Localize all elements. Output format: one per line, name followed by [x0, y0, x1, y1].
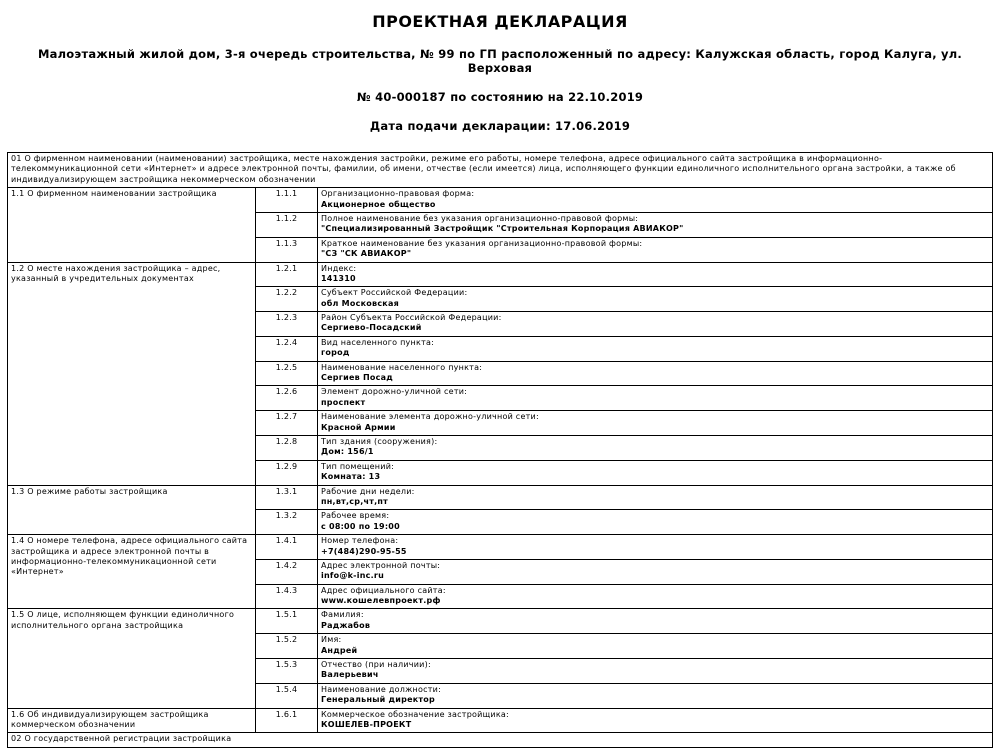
field-label: Наименование элемента дорожно-уличной сети: — [321, 412, 539, 422]
row-code: 1.2.2 — [256, 287, 318, 312]
row-code: 1.2.5 — [256, 361, 318, 386]
value-cell — [318, 535, 993, 560]
page-title: ПРОЕКТНАЯ ДЕКЛАРАЦИЯ — [372, 12, 628, 31]
field-value: Дом: 156/1 — [321, 447, 374, 457]
field-value: проспект — [321, 397, 366, 407]
row-code: 1.5.4 — [256, 683, 318, 708]
field-value: обл Московская — [321, 298, 399, 308]
value-cell — [318, 336, 993, 361]
value-cell — [318, 312, 993, 337]
section-01-header: 01 О фирменном наименовании (наименовании) застройщика, месте нахождения застройки, режиме его работы, номере телефона, адресе официального сайта застройщика в информационно-телекоммуникационной сети «Интернет» и адресе электронной почты, фамилии, об имени, отчестве (если имеется) лица, исполняющего функции единоличного исполнительного органа застройки, а также об индивидуализирующем застройщика некоммерческом обозначении — [8, 153, 993, 188]
group-label: 1.6 Об индивидуализирующем застройщика коммерческом обозначении — [8, 708, 256, 733]
value-cell — [318, 188, 993, 213]
row-code: 1.6.1 — [256, 708, 318, 733]
section-01-header-row — [8, 153, 993, 188]
field-label: Тип здания (сооружения): — [321, 436, 438, 446]
object-subtitle: Малоэтажный жилой дом, 3-я очередь строительства, № 99 по ГП расположенный по адресу: Калужская область, город Калуга, ул. Верховая — [37, 47, 963, 75]
field-value: Акционерное общество — [321, 199, 436, 209]
field-label: Адрес электронной почты: — [321, 560, 441, 570]
field-value: www.кошелевпроект.рф — [321, 596, 441, 606]
value-cell — [318, 485, 993, 510]
field-label: Наименование должности: — [321, 684, 442, 694]
table-row — [8, 485, 993, 510]
value-cell — [318, 287, 993, 312]
value-cell — [318, 683, 993, 708]
table-row — [8, 708, 993, 733]
row-code: 1.4.2 — [256, 559, 318, 584]
field-value: Раджабов — [321, 620, 371, 630]
table-row — [8, 262, 993, 287]
row-code: 1.2.9 — [256, 460, 318, 485]
table-row — [8, 609, 993, 634]
group-label: 1.3 О режиме работы застройщика — [8, 485, 256, 535]
value-cell — [318, 584, 993, 609]
field-value: город — [321, 348, 350, 358]
value-cell — [318, 212, 993, 237]
value-cell — [318, 609, 993, 634]
declaration-number: № 40-000187 по состоянию на 22.10.2019 — [356, 90, 644, 104]
value-cell — [318, 460, 993, 485]
field-label: Рабочее время: — [321, 511, 390, 521]
value-cell — [318, 510, 993, 535]
value-cell — [318, 559, 993, 584]
row-code: 1.3.1 — [256, 485, 318, 510]
field-label: Организационно-правовая форма: — [321, 189, 475, 199]
field-label: Номер телефона: — [321, 536, 399, 546]
document-header — [0, 0, 1000, 150]
row-code: 1.2.3 — [256, 312, 318, 337]
field-label: Тип помещений: — [321, 461, 395, 471]
field-value: КОШЕЛЕВ-ПРОЕКТ — [321, 719, 412, 729]
field-label: Индекс: — [321, 263, 357, 273]
row-code: 1.5.3 — [256, 659, 318, 684]
field-label: Район Субъекта Российской Федерации: — [321, 313, 502, 323]
field-label: Коммерческое обозначение застройщика: — [321, 709, 509, 719]
row-code: 1.2.7 — [256, 411, 318, 436]
field-label: Краткое наименование без указания организационно-правовой формы: — [321, 238, 643, 248]
field-value: "Специализированный Застройщик "Строительная Корпорация АВИАКОР" — [321, 224, 684, 234]
declaration-table — [7, 152, 993, 748]
field-value: с 08:00 по 19:00 — [321, 521, 400, 531]
row-code: 1.2.8 — [256, 435, 318, 460]
field-label: Рабочие дни недели: — [321, 486, 415, 496]
field-value: Валерьевич — [321, 670, 379, 680]
field-value: Красной Армии — [321, 422, 396, 432]
field-value: пн,вт,ср,чт,пт — [321, 496, 389, 506]
field-label: Адрес официального сайта: — [321, 585, 446, 595]
value-cell — [318, 708, 993, 733]
value-cell — [318, 435, 993, 460]
row-code: 1.1.3 — [256, 237, 318, 262]
value-cell — [318, 262, 993, 287]
field-label: Имя: — [321, 635, 342, 645]
value-cell — [318, 237, 993, 262]
field-label: Элемент дорожно-уличной сети: — [321, 387, 468, 397]
row-code: 1.4.3 — [256, 584, 318, 609]
field-value: Генеральный директор — [321, 695, 435, 705]
value-cell — [318, 634, 993, 659]
field-label: Вид населенного пункта: — [321, 337, 435, 347]
row-code: 1.4.1 — [256, 535, 318, 560]
section-02-header-row — [8, 733, 993, 747]
field-value: info@k-inc.ru — [321, 571, 385, 581]
row-code: 1.3.2 — [256, 510, 318, 535]
field-label: Отчество (при наличии): — [321, 660, 431, 670]
row-code: 1.2.1 — [256, 262, 318, 287]
row-code: 1.5.2 — [256, 634, 318, 659]
table-row — [8, 188, 993, 213]
field-value: +7(484)290-95-55 — [321, 546, 407, 556]
value-cell — [318, 659, 993, 684]
field-label: Субъект Российской Федерации: — [321, 288, 468, 298]
row-code: 1.1.2 — [256, 212, 318, 237]
section-02-header: 02 О государственной регистрации застройщика — [8, 733, 993, 747]
field-label: Полное наименование без указания организационно-правовой формы: — [321, 213, 639, 223]
group-label: 1.1 О фирменном наименовании застройщика — [8, 188, 256, 262]
field-value: Андрей — [321, 645, 358, 655]
field-value: Сергиево-Посадский — [321, 323, 422, 333]
value-cell — [318, 411, 993, 436]
row-code: 1.5.1 — [256, 609, 318, 634]
field-value: Сергиев Посад — [321, 373, 393, 383]
value-cell — [318, 386, 993, 411]
field-value: "СЗ "СК АВИАКОР" — [321, 249, 412, 259]
field-value: Комната: 13 — [321, 472, 381, 482]
row-code: 1.1.1 — [256, 188, 318, 213]
field-label: Наименование населенного пункта: — [321, 362, 483, 372]
group-label: 1.4 О номере телефона, адресе официального сайта застройщика и адресе электронной почты в информационно-телекоммуникационной сети «Интернет» — [8, 535, 256, 609]
row-code: 1.2.6 — [256, 386, 318, 411]
table-row — [8, 535, 993, 560]
group-label: 1.2 О месте нахождения застройщика – адрес, указанный в учредительных документах — [8, 262, 256, 485]
group-label: 1.5 О лице, исполняющем функции единоличного исполнительного органа застройщика — [8, 609, 256, 708]
declaration-date: Дата подачи декларации: 17.06.2019 — [369, 119, 631, 133]
value-cell — [318, 361, 993, 386]
field-label: Фамилия: — [321, 610, 364, 620]
field-value: 141310 — [321, 273, 356, 283]
row-code: 1.2.4 — [256, 336, 318, 361]
